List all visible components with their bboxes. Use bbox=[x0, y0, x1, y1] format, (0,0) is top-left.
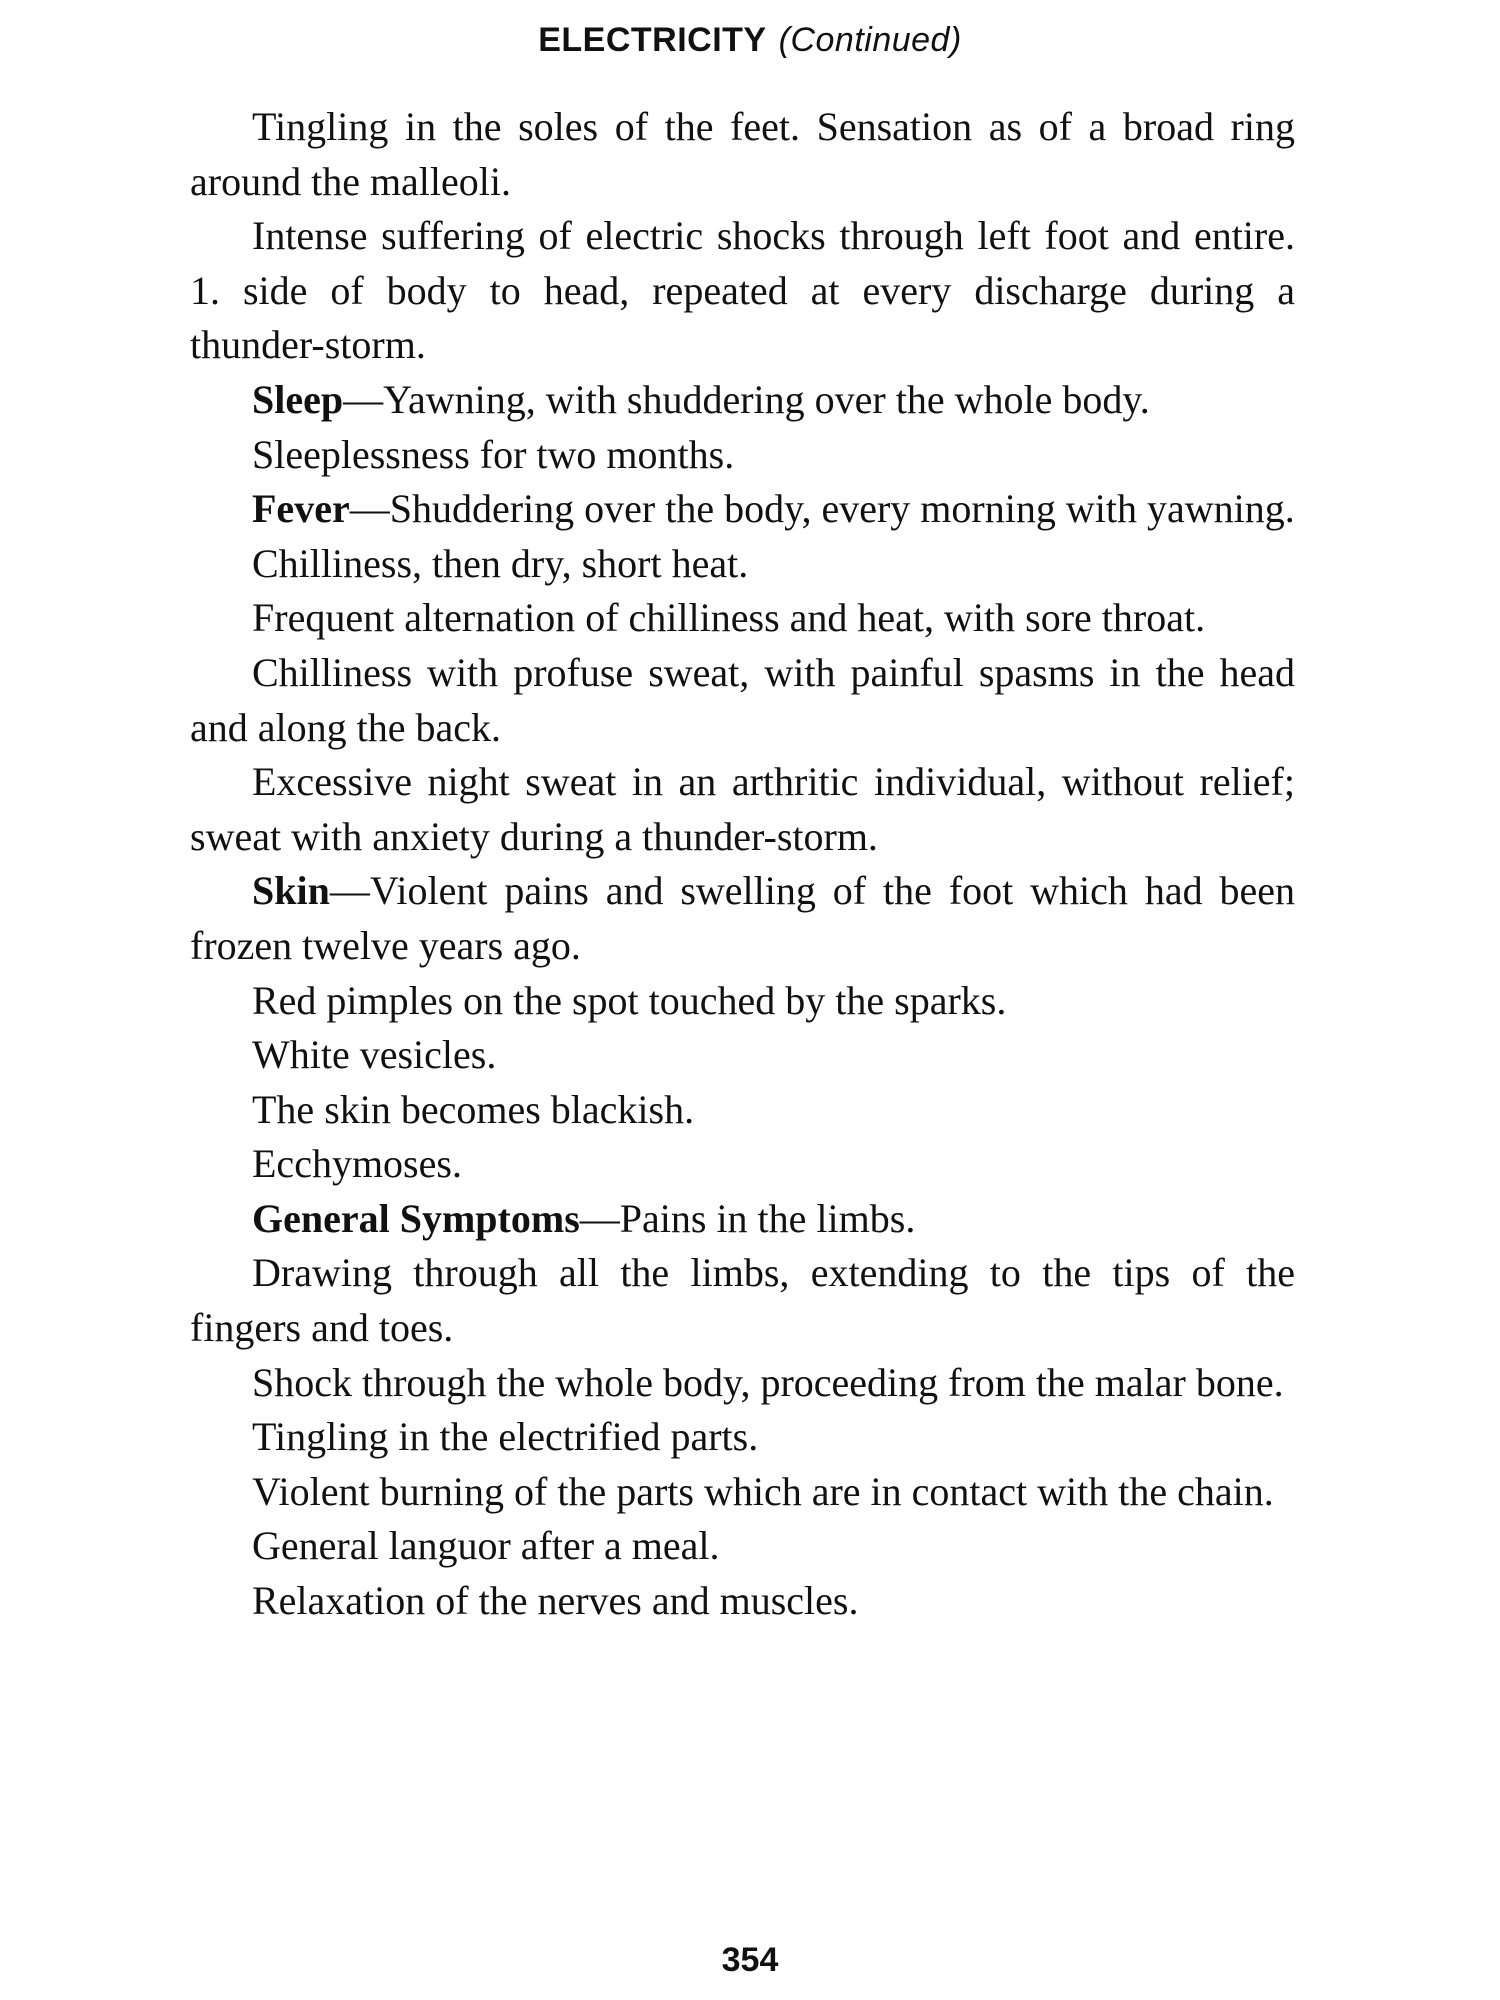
paragraph: Frequent alternation of chilliness and heat, with sore throat. bbox=[252, 595, 1206, 641]
paragraph: Ecchymoses. bbox=[252, 1141, 462, 1187]
paragraph: Sleeplessness for two months. bbox=[252, 431, 735, 477]
header-continued: (Continued) bbox=[778, 21, 962, 59]
section-paragraph-skin: Skin—Violent pains and swelling of the foot which had been frozen twelve years ago. bbox=[190, 868, 1295, 968]
section-heading: Sleep bbox=[252, 376, 344, 422]
page-number: 354 bbox=[721, 1941, 779, 1979]
section-heading: Skin bbox=[252, 868, 330, 914]
paragraph: White vesicles. bbox=[252, 1032, 497, 1078]
section-heading: Fever bbox=[252, 486, 350, 532]
paragraph: The skin becomes blackish. bbox=[252, 1086, 695, 1132]
section-paragraph-sleep: Sleep—Yawning, with shuddering over the whole body. bbox=[252, 376, 1150, 422]
paragraph: Red pimples on the spot touched by the sparks. bbox=[252, 977, 1007, 1023]
section-paragraph-fever: Fever—Shuddering over the body, every morning with yawning. bbox=[252, 486, 1295, 532]
paragraph: Chilliness, then dry, short heat. bbox=[252, 540, 749, 586]
running-header bbox=[0, 18, 1500, 62]
paragraph: Chilliness with profuse sweat, with painful spasms in the head and along the back. bbox=[190, 649, 1295, 750]
paragraph: Excessive night sweat in an arthritic individual, without relief; sweat with anxiety during a thunder-storm. bbox=[190, 759, 1295, 859]
paragraph: Shock through the whole body, proceeding from the malar bone. bbox=[252, 1359, 1284, 1405]
paragraph: Relaxation of the nerves and muscles. bbox=[252, 1578, 859, 1624]
header-title: ELECTRICITY bbox=[538, 21, 767, 59]
paragraph: Tingling in the soles of the feet. Sensation as of a broad ring around the malleoli. bbox=[190, 104, 1295, 204]
paragraph: Tingling in the electrified parts. bbox=[252, 1414, 759, 1460]
paragraph: Violent burning of the parts which are in contact with the chain. bbox=[252, 1468, 1274, 1514]
paragraph: General languor after a meal. bbox=[252, 1523, 720, 1569]
body-text bbox=[190, 100, 1295, 1629]
paragraph: Drawing through all the limbs, extending to the tips of the fingers and toes. bbox=[190, 1250, 1295, 1351]
paragraph: Intense suffering of electric shocks through left foot and entire. 1. side of body to head, repeated at every discharge during a thunder-storm. bbox=[190, 213, 1295, 368]
section-paragraph-general-symptoms: General Symptoms—Pains in the limbs. bbox=[252, 1195, 916, 1241]
section-heading: General Symptoms bbox=[252, 1195, 580, 1241]
